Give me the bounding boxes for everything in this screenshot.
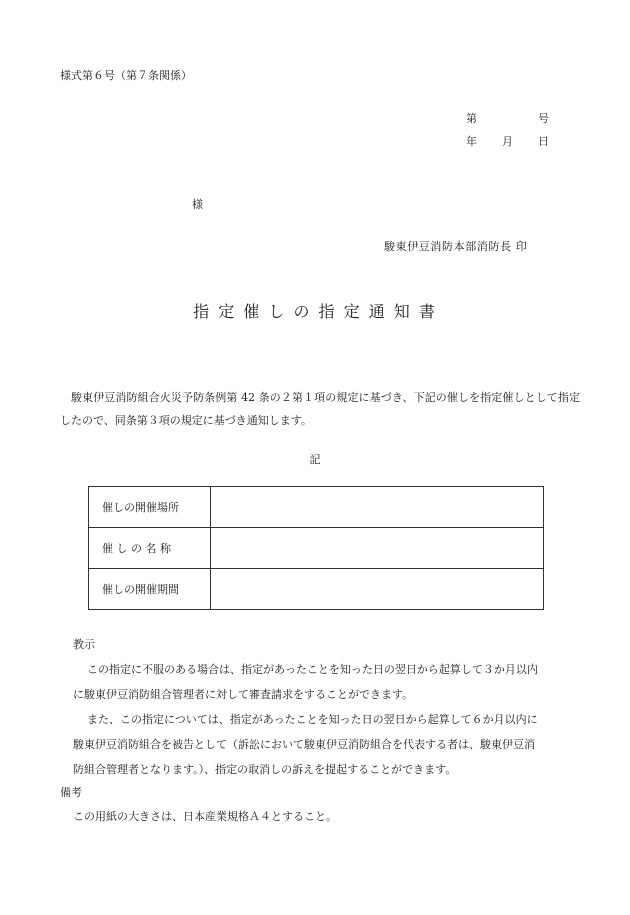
date-day-label: 日 [538, 135, 549, 148]
remarks-title: 備考 [60, 786, 82, 799]
doc-number-label: 第 [466, 112, 477, 125]
notice-line: この指定に不服のある場合は、指定があったことを知った日の翌日から起算して３か月以内 [87, 663, 538, 676]
notice-line: に駿東伊豆消防組合管理者に対して審査請求をすることができます。 [73, 688, 414, 701]
event-info-table [88, 486, 544, 610]
notice-line: 防組合管理者となります。）、指定の取消しの訴えを提起することができます。 [73, 763, 457, 776]
document-title: 指 定 催 し の 指 定 通 知 書 [193, 302, 437, 321]
notice-line: また、この指定については、指定があったことを知った日の翌日から起算して６か月以内に [87, 713, 538, 726]
issuer-signature: 駿東伊豆消防本部消防長 印 [384, 240, 528, 253]
notice-title: 教示 [73, 638, 95, 651]
row-value-name[interactable] [211, 528, 544, 569]
row-value-venue[interactable] [211, 487, 544, 528]
notice-line: 駿東伊豆消防組合を被告として（訴訟において駿東伊豆消防組合を代表する者は、駿東伊豆消 [73, 738, 535, 751]
table-row [89, 487, 544, 528]
row-label-period: 催しの開催期間 [89, 569, 211, 610]
table-row [89, 569, 544, 610]
date-year-label: 年 [466, 135, 477, 148]
date-month-label: 月 [502, 135, 513, 148]
body-paragraph: 駿東伊豆消防組合火災予防条例第 42 条の２第１項の規定に基づき、下記の催しを指定催しとして指定したので、同条第３項の規定に基づき通知します。 [60, 391, 580, 427]
ki-label: 記 [309, 453, 321, 466]
form-label: 様式第６号（第７条関係） [60, 69, 192, 82]
row-label-name: 催 し の 名 称 [89, 528, 211, 569]
row-label-venue: 催しの開催場所 [89, 487, 211, 528]
row-value-period[interactable] [211, 569, 544, 610]
recipient-honorific: 様 [192, 198, 203, 211]
remarks-text: この用紙の大きさは、日本産業規格Ａ４とすること。 [73, 810, 337, 823]
table-row [89, 528, 544, 569]
doc-number-suffix: 号 [538, 112, 549, 125]
